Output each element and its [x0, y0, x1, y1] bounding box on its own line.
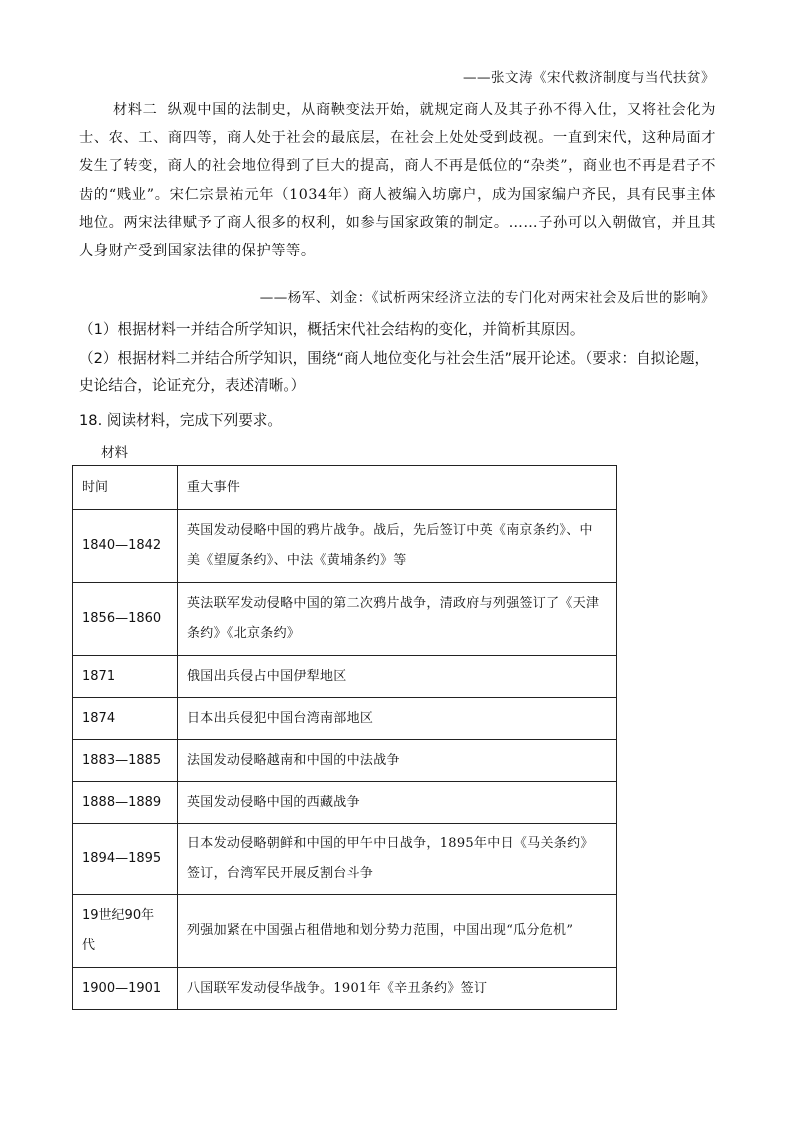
header-time: 时间	[73, 466, 178, 510]
row-time: 19世纪90年代	[73, 895, 178, 968]
row-event: 英法联军发动侵略中国的第二次鸦片战争，清政府与列强签订了《天津条约》《北京条约》	[178, 583, 617, 656]
row-event: 英国发动侵略中国的鸦片战争。战后，先后签订中英《南京条约》、中美《望厦条约》、中法《黄埔条约》等	[178, 510, 617, 583]
row-time: 1840—1842	[73, 510, 178, 583]
question-2: （2）根据材料二并结合所学知识，围绕“商人地位变化与社会生活”展开论述。（要求：自拟论题，史论结合，论证充分，表述清晰。）	[79, 350, 710, 394]
row-time: 1888—1889	[73, 782, 178, 824]
row-event: 列强加紧在中国强占租借地和划分势力范围，中国出现“瓜分危机”	[178, 895, 617, 968]
table-header-row	[73, 466, 617, 510]
table-row	[73, 698, 617, 740]
material-2-paragraph	[79, 96, 716, 265]
table-row	[73, 782, 617, 824]
material-2-text: 纵观中国的法制史，从商鞅变法开始，就规定商人及其子孙不得入仕，又将社会化为士、农、工、商四等，商人处于社会的最底层，在社会上处处受到歧视。一直到宋代，这种局面才发生了转变，商人的社会地位得到了巨大的提高，商人不再是低位的“杂类”，商业也不再是君子不齿的“贱业”。宋仁宗景祐元年（1034年）商人被编入坊廓户，成为国家编户齐民，具有民事主体地位。两宋法律赋予了商人很多的权利，如参与国家政策的制定。……子孙可以入朝做官，并且其人身财产受到国家法律的保护等等。	[79, 102, 716, 260]
material-2-label: 材料二	[113, 102, 158, 118]
source-citation-1: ——张文涛《宋代救济制度与当代扶贫》	[463, 70, 715, 86]
row-event: 俄国出兵侵占中国伊犁地区	[178, 656, 617, 698]
row-event: 法国发动侵略越南和中国的中法战争	[178, 740, 617, 782]
question-1: （1）根据材料一并结合所学知识，概括宋代社会结构的变化，并简析其原因。	[79, 321, 585, 338]
material-label: 材料	[101, 445, 128, 461]
table-row	[73, 510, 617, 583]
header-event: 重大事件	[178, 466, 617, 510]
table-row	[73, 656, 617, 698]
row-event: 日本发动侵略朝鲜和中国的甲午中日战争，1895年中日《马关条约》签订，台湾军民开展反割台斗争	[178, 824, 617, 895]
row-time: 1874	[73, 698, 178, 740]
row-time: 1894—1895	[73, 824, 178, 895]
table-row	[73, 968, 617, 1010]
table-row	[73, 740, 617, 782]
question-18-heading: 18. 阅读材料，完成下列要求。	[79, 412, 282, 429]
table-row	[73, 895, 617, 968]
row-event: 日本出兵侵犯中国台湾南部地区	[178, 698, 617, 740]
table-row	[73, 824, 617, 895]
events-table	[72, 465, 617, 1010]
row-time: 1900—1901	[73, 968, 178, 1010]
row-event: 八国联军发动侵华战争。1901年《辛丑条约》签订	[178, 968, 617, 1010]
row-time: 1883—1885	[73, 740, 178, 782]
row-time: 1856—1860	[73, 583, 178, 656]
source-citation-2: ——杨军、刘金：《试析两宋经济立法的专门化对两宋社会及后世的影响》	[259, 290, 715, 306]
row-event: 英国发动侵略中国的西藏战争	[178, 782, 617, 824]
table-row	[73, 583, 617, 656]
row-time: 1871	[73, 656, 178, 698]
